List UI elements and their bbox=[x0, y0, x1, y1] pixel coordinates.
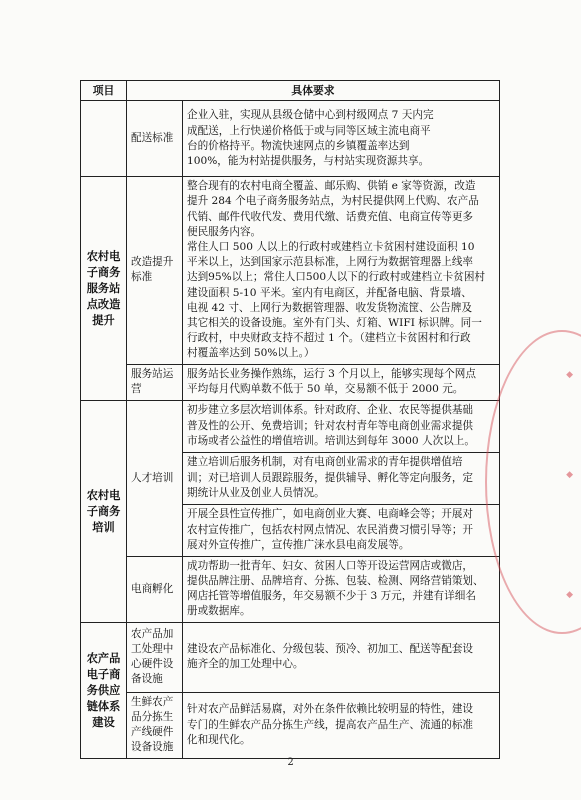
subcategory-upgrade-standard: 改造提升标准 bbox=[127, 177, 183, 364]
requirement-text: 针对农产品鲜活易腐，对外在条件依赖比较明显的特性，建设 专门的生鲜农产品分拣生产线，提高农产品生产、流通的标准 化和现代化。 bbox=[187, 703, 474, 746]
requirement-text: 开展全县性宣传推广，如电商创业大赛、电商峰会等；开展对 农村宣传推广，包括农村网点情况、农民消费习惯引导等；开 展对外宣传推广，宣传推广涞水县电商发展等。 bbox=[187, 508, 474, 551]
seal-fragment-mark: ◆ bbox=[566, 370, 573, 380]
table-row bbox=[81, 177, 500, 364]
page-number: 2 bbox=[287, 757, 294, 768]
seal-fragment-mark: ◆ bbox=[566, 470, 573, 480]
category-supply-chain: 农产品电子商务供应链体系建设 bbox=[81, 622, 127, 758]
requirement-text: 服务站长业务操作熟练，运行 3 个月以上，能够实现每个网点 平均每月代购单数不低于 50 单，交易额不低于 2000 元。 bbox=[187, 367, 476, 396]
requirement-text: 成功帮助一批青年、妇女、贫困人口等开设运营网店或微店， 提供品牌注册、品牌培育、分拣、包装、检测、网络营销策划、 网店托管等增值服务，年交易额不少于 3 万元，并建有详细名 册或数据库。 bbox=[187, 559, 484, 618]
table-row bbox=[81, 364, 500, 400]
requirements-table bbox=[80, 80, 500, 759]
requirement-text: 初步建立多层次培训体系。针对政府、企业、农民等提供基础 普及性的公开、免费培训；针对农村青年等电商创业需求提供 市场或者公益性的增值培训。培训达到每年 3000 人次以上。 bbox=[187, 404, 475, 447]
subcategory-ecommerce-incubation: 电商孵化 bbox=[127, 556, 183, 622]
subcategory-processing-center: 农产品加工处理中心硬件设备设施 bbox=[127, 622, 183, 692]
requirement-text: 建设农产品标准化、分级包装、预冷、初加工、配送等配套设 施齐全的加工处理中心。 bbox=[187, 642, 474, 671]
table-row bbox=[81, 101, 500, 177]
header-requirements: 具体要求 bbox=[127, 81, 500, 101]
subcategory-delivery: 配送标准 bbox=[127, 101, 183, 177]
subcategory-sorting-line: 生鲜农产品分拣生产线硬件设备设施 bbox=[127, 692, 183, 758]
category-ecommerce-training: 农村电子商务培训 bbox=[81, 400, 127, 622]
requirement-text: 企业入驻，实现从县级仓储中心到村级网点 7 天内完 成配送，上行快递价格低于或与同等区域主流电商平 台的价格持平。物流快速网点的乡镇覆盖率达到 100%，能为村站提供服务，与村站实现资源共享。 bbox=[187, 109, 434, 167]
category-cell-empty bbox=[81, 101, 127, 177]
table-row bbox=[81, 556, 500, 622]
subcategory-station-operation: 服务站运营 bbox=[127, 364, 183, 400]
table-row bbox=[81, 622, 500, 692]
table-row bbox=[81, 400, 500, 452]
category-station-upgrade: 农村电子商务服务站点改造提升 bbox=[81, 177, 127, 400]
table-row bbox=[81, 692, 500, 758]
seal-fragment-mark: ◆ bbox=[566, 590, 573, 600]
header-project: 项目 bbox=[81, 81, 127, 101]
requirement-text: 建立培训后服务机制，对有电商创业需求的青年提供增值培 训；对已培训人员跟踪服务，提供辅导、孵化等定向服务，定 期统计从业及创业人员情况。 bbox=[187, 456, 474, 499]
requirement-text: 整合现有的农村电商全覆盖、邮乐购、供销 e 家等资源，改造 提升 284 个电子商务服务站点，为村民提供网上代购、农产品 代销、邮件代收代发、费用代缴、话费充值、电商宣传等更多 便民服务内容。 常住人口 500 人以上的行政村或建档立卡贫困村建设面积 10 平米以上，达到国家示范县标准，上网行为数据管理器上线率 达到95%以上；常住人口500人以下的行政村或建档立卡贫困村 建设面积 5-10 平米。室内有电商区，并配备电脑、背景墙、 电视 42 寸、上网行为数据管理器、收发货物流筐、公告牌及 其它相关的设备设施。室外有门头、灯箱、WIFI 标识牌。同一 行政村，中央财政支持不超过 1 个。（建档立卡贫困村和行政 村覆盖率达到 50%以上。） bbox=[187, 180, 486, 360]
table-header-row bbox=[81, 81, 500, 101]
subcategory-talent-training: 人才培训 bbox=[127, 400, 183, 556]
